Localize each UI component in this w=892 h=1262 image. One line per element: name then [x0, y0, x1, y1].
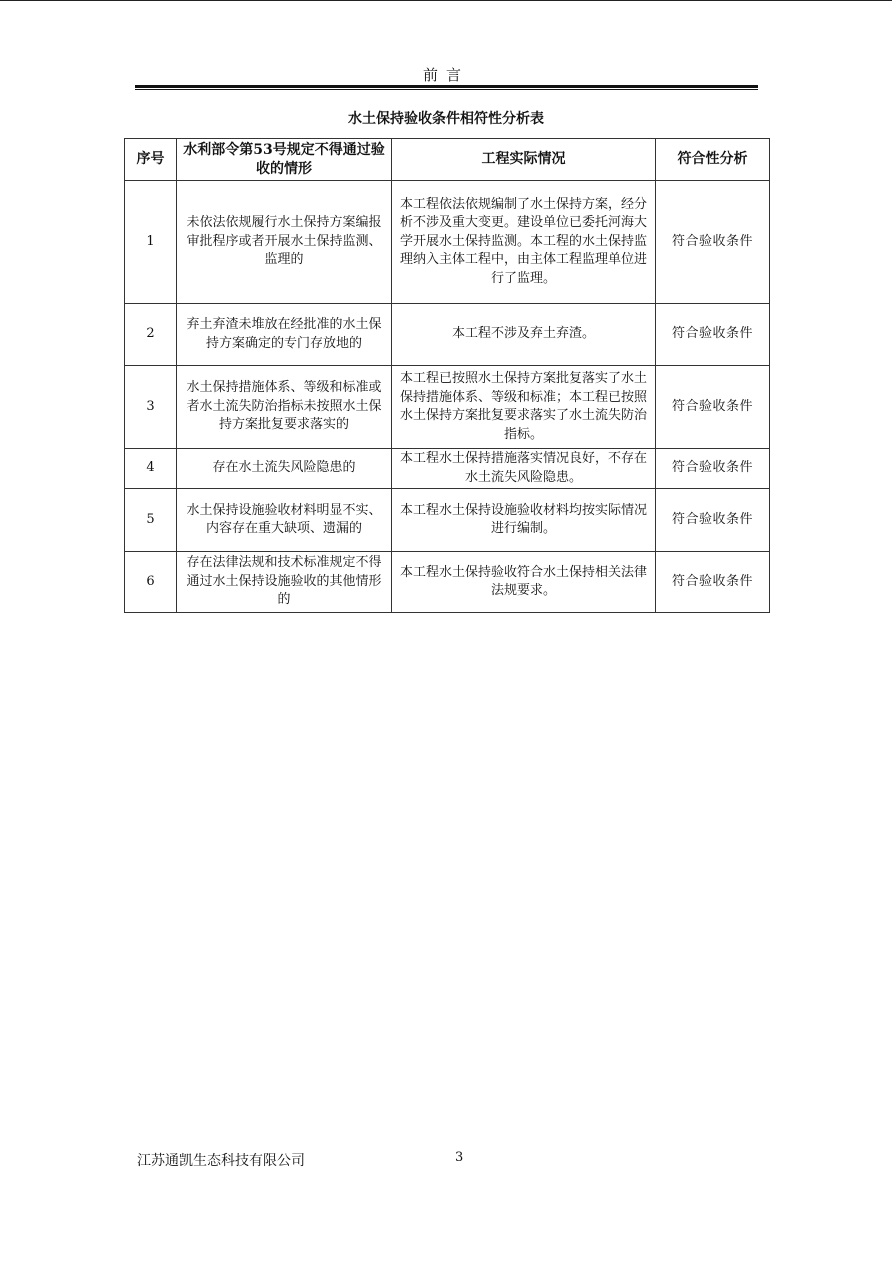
row-number: 6	[125, 552, 177, 613]
footer-page-number: 3	[455, 1150, 464, 1165]
actual-situation-cell: 本工程不涉及弃土弃渣。	[392, 304, 656, 366]
condition-cell: 存在法律法规和技术标准规定不得通过水土保持设施验收的其他情形的	[177, 552, 392, 613]
table-row	[125, 449, 770, 489]
condition-cell: 水土保持措施体系、等级和标准或者水土流失防治指标未按照水土保持方案批复要求落实的	[177, 366, 392, 449]
header-rule-thick	[135, 85, 758, 88]
actual-situation-cell: 本工程水土保持设施验收材料均按实际情况进行编制。	[392, 489, 656, 552]
page-header-title: 前言	[422, 66, 469, 84]
column-header-no: 序号	[125, 139, 177, 181]
page-top-edge	[0, 0, 892, 1]
table-row	[125, 366, 770, 449]
row-number: 4	[125, 449, 177, 489]
compliance-result-cell: 符合验收条件	[656, 304, 770, 366]
condition-cell: 弃土弃渣未堆放在经批准的水土保持方案确定的专门存放地的	[177, 304, 392, 366]
compliance-result-cell: 符合验收条件	[656, 366, 770, 449]
row-number: 2	[125, 304, 177, 366]
row-number: 1	[125, 181, 177, 304]
column-header-condition: 水利部令第53号规定不得通过验收的情形	[177, 139, 392, 181]
actual-situation-cell: 本工程水土保持措施落实情况良好，不存在水土流失风险隐患。	[392, 449, 656, 489]
table-header-row	[125, 139, 770, 181]
actual-situation-cell: 本工程依法依规编制了水土保持方案，经分析不涉及重大变更。建设单位已委托河海大学开展水土保持监测。本工程的水土保持监理纳入主体工程中，由主体工程监理单位进行了监理。	[392, 181, 656, 304]
table-row	[125, 304, 770, 366]
footer-company-name: 江苏通凯生态科技有限公司	[137, 1153, 305, 1169]
compliance-table	[124, 138, 770, 613]
condition-cell: 水土保持设施验收材料明显不实、内容存在重大缺项、遗漏的	[177, 489, 392, 552]
row-number: 5	[125, 489, 177, 552]
condition-cell: 存在水土流失风险隐患的	[177, 449, 392, 489]
condition-cell: 未依法依规履行水土保持方案编报审批程序或者开展水土保持监测、监理的	[177, 181, 392, 304]
header-rule-thin	[135, 89, 758, 90]
column-header-actual: 工程实际情况	[392, 139, 656, 181]
compliance-result-cell: 符合验收条件	[656, 552, 770, 613]
table-title: 水土保持验收条件相符性分析表	[348, 111, 544, 127]
actual-situation-cell: 本工程已按照水土保持方案批复落实了水土保持措施体系、等级和标准；本工程已按照水土保持方案批复要求落实了水土流失防治指标。	[392, 366, 656, 449]
actual-situation-cell: 本工程水土保持验收符合水土保持相关法律法规要求。	[392, 552, 656, 613]
table-row	[125, 552, 770, 613]
column-header-result: 符合性分析	[656, 139, 770, 181]
compliance-result-cell: 符合验收条件	[656, 489, 770, 552]
compliance-result-cell: 符合验收条件	[656, 449, 770, 489]
table-row	[125, 489, 770, 552]
row-number: 3	[125, 366, 177, 449]
table-row	[125, 181, 770, 304]
compliance-result-cell: 符合验收条件	[656, 181, 770, 304]
